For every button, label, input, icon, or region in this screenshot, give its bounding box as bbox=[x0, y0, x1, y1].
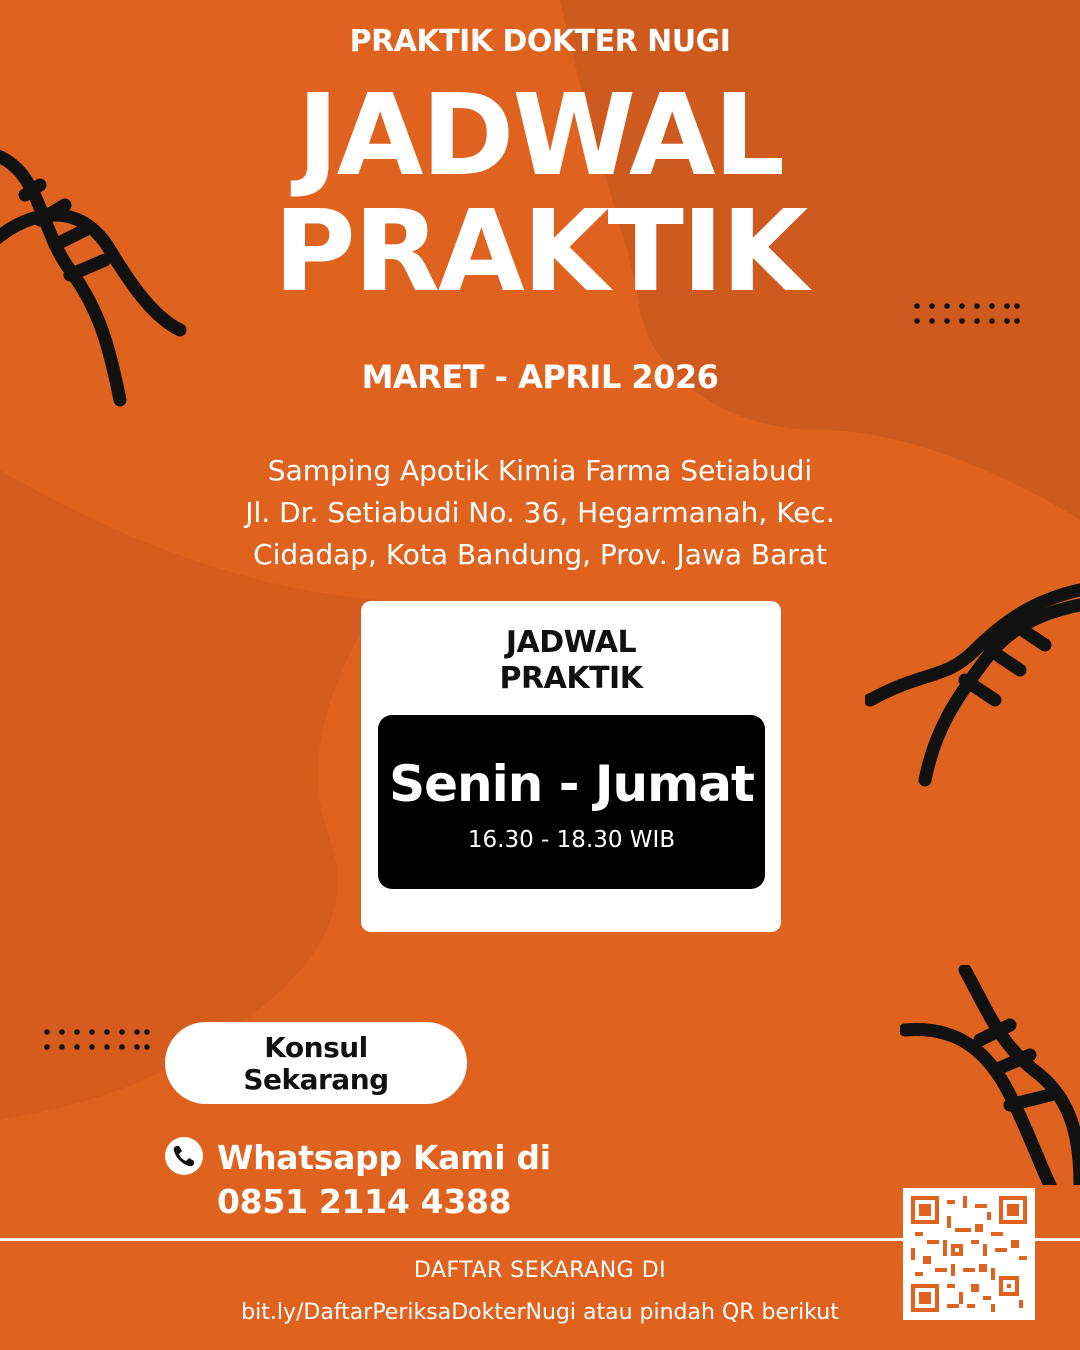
registration-link[interactable]: bit.ly/DaftarPeriksaDokterNugi atau pindah QR berikut bbox=[241, 1300, 839, 1325]
dna-icon bbox=[900, 965, 1080, 1185]
cta-line-2: Sekarang bbox=[243, 1063, 389, 1096]
schedule-box bbox=[378, 715, 765, 889]
card-title-line-2: PRAKTIK bbox=[499, 661, 643, 696]
top-label: PRAKTIK DOKTER NUGI bbox=[349, 24, 731, 59]
title-line-1: JADWAL bbox=[297, 71, 783, 201]
whatsapp-label: Whatsapp Kami di bbox=[217, 1138, 551, 1177]
schedule-card-title bbox=[361, 625, 781, 697]
whatsapp-contact[interactable] bbox=[217, 1136, 551, 1224]
title-line-2: PRAKTIK bbox=[273, 187, 807, 317]
schedule-card bbox=[361, 601, 781, 932]
schedule-days: Senin - Jumat bbox=[389, 755, 754, 813]
whatsapp-number[interactable]: 0851 2114 4388 bbox=[217, 1182, 512, 1221]
phone-icon bbox=[164, 1136, 204, 1176]
address-line-2: Jl. Dr. Setiabudi No. 36, Hegarmanah, Kec. bbox=[245, 496, 835, 529]
qr-code[interactable] bbox=[903, 1188, 1035, 1320]
qr-code-icon bbox=[911, 1196, 1027, 1312]
dna-icon bbox=[865, 560, 1080, 790]
schedule-hours: 16.30 - 18.30 WIB bbox=[467, 827, 676, 853]
page-title bbox=[0, 71, 1080, 317]
address bbox=[0, 450, 1080, 576]
address-line-3: Cidadap, Kota Bandung, Prov. Jawa Barat bbox=[253, 538, 827, 571]
cta-line-1: Konsul bbox=[264, 1031, 368, 1064]
address-line-1: Samping Apotik Kimia Farma Setiabudi bbox=[267, 454, 813, 487]
footer-heading: DAFTAR SEKARANG DI bbox=[413, 1258, 667, 1283]
card-title-line-1: JADWAL bbox=[505, 625, 637, 660]
date-range: MARET - APRIL 2026 bbox=[361, 358, 719, 396]
dot-grid bbox=[44, 1028, 154, 1058]
consult-now-button[interactable] bbox=[165, 1022, 467, 1104]
